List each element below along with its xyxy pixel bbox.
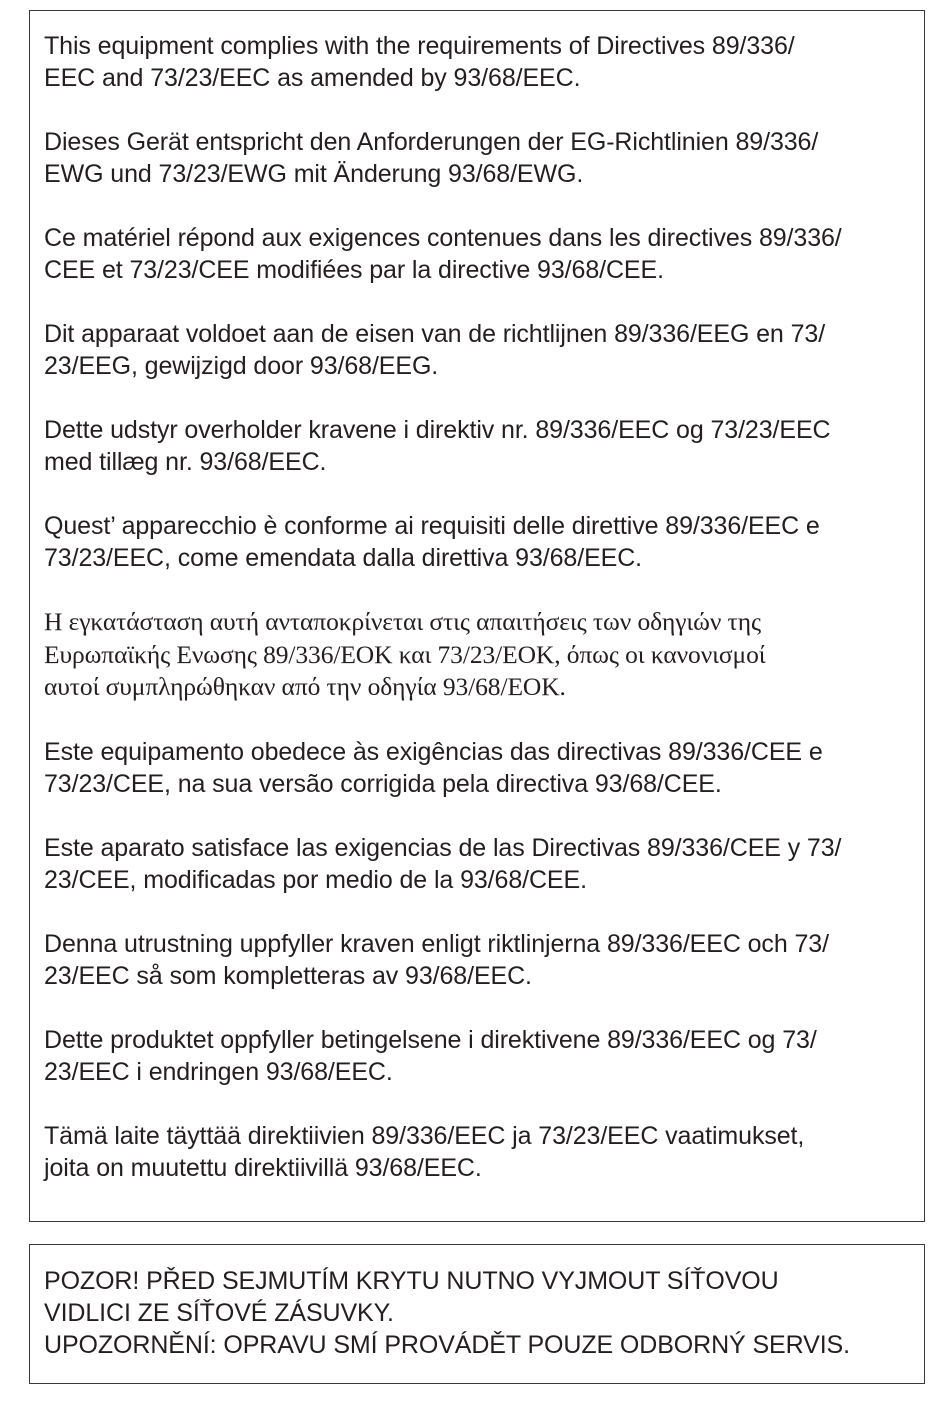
compliance-paragraph-fi	[44, 1120, 910, 1184]
paragraph-line: 73/23/CEE, na sua versão corrigida pela directiva 93/68/CEE.	[44, 769, 722, 798]
paragraph-line: Denna utrustning uppfyller kraven enligt riktlinjerna 89/336/EEC och 73/	[44, 929, 829, 958]
paragraph-line: med tillæg nr. 93/68/EEC.	[44, 448, 327, 476]
warning-line: UPOZORNĚNÍ: OPRAVU SMÍ PROVÁDĚT POUZE ODBORNÝ SERVIS.	[44, 1331, 850, 1359]
paragraph-line: Ευρωπαϊκής Ενωσης 89/336/ΕΟΚ και 73/23/ΕΟΚ, όπως οι κανονισμοί	[44, 639, 766, 669]
compliance-statement-box	[29, 10, 925, 1222]
paragraph-line: CEE et 73/23/CEE modifiées par la directive 93/68/CEE.	[44, 256, 664, 284]
compliance-paragraph-no	[44, 1024, 910, 1088]
paragraph-line: 73/23/EEC, come emendata dalla direttiva 93/68/EEC.	[44, 544, 643, 572]
paragraph-line: 23/CEE, modificadas por medio de la 93/68/CEE.	[44, 865, 587, 894]
paragraph-line: Este aparato satisface las exigencias de las Directivas 89/336/CEE y 73/	[44, 833, 842, 862]
paragraph-line: 23/EEG, gewijzigd door 93/68/EEG.	[44, 352, 439, 380]
compliance-paragraph-el	[44, 606, 910, 704]
compliance-paragraph-it	[44, 510, 910, 574]
paragraph-line: αυτοί συμπληρώθηκαν από την οδηγία 93/68/ΕΟΚ.	[44, 672, 566, 701]
warning-line: VIDLICI ZE SÍŤOVÉ ZÁSUVKY.	[44, 1299, 394, 1327]
compliance-paragraph-fr	[44, 222, 910, 286]
paragraph-line: EWG und 73/23/EWG mit Änderung 93/68/EWG.	[44, 160, 584, 188]
compliance-paragraph-sv	[44, 928, 910, 992]
paragraph-line: EEC and 73/23/EEC as amended by 93/68/EEC.	[44, 64, 581, 92]
compliance-paragraph-nl	[44, 318, 910, 382]
warning-line: POZOR! PŘED SEJMUTÍM KRYTU NUTNO VYJMOUT SÍŤOVOU	[44, 1267, 779, 1295]
paragraph-line: joita on muutettu direktiivillä 93/68/EEC.	[44, 1153, 482, 1182]
paragraph-line: Dette udstyr overholder kravene i direktiv nr. 89/336/EEC og 73/23/EEC	[44, 416, 831, 444]
paragraph-line: Dit apparaat voldoet aan de eisen van de richtlijnen 89/336/EEG en 73/	[44, 320, 826, 348]
paragraph-line: Ce matériel répond aux exigences contenues dans les directives 89/336/	[44, 224, 842, 252]
paragraph-line: 23/EEC i endringen 93/68/EEC.	[44, 1057, 393, 1086]
compliance-paragraph-de	[44, 126, 910, 190]
compliance-paragraph-da	[44, 414, 910, 478]
paragraph-line: Dieses Gerät entspricht den Anforderungen der EG-Richtlinien 89/336/	[44, 128, 819, 156]
compliance-paragraph-pt	[44, 736, 910, 800]
czech-warning-box	[29, 1244, 925, 1384]
paragraph-line: Η εγκατάσταση αυτή ανταποκρίνεται στις απαιτήσεις των οδηγιών της	[44, 607, 761, 636]
compliance-paragraph-en	[44, 30, 910, 94]
paragraph-line: This equipment complies with the requirements of Directives 89/336/	[44, 32, 795, 60]
paragraph-line: Este equipamento obedece às exigências das directivas 89/336/CEE e	[44, 737, 823, 766]
paragraph-line: Dette produktet oppfyller betingelsene i direktivene 89/336/EEC og 73/	[44, 1025, 817, 1054]
paragraph-line: Quest’ apparecchio è conforme ai requisiti delle direttive 89/336/EEC e	[44, 512, 820, 540]
compliance-paragraph-es	[44, 832, 910, 896]
paragraph-line: 23/EEC så som kompletteras av 93/68/EEC.	[44, 961, 532, 990]
paragraph-line: Tämä laite täyttää direktiivien 89/336/EEC ja 73/23/EEC vaatimukset,	[44, 1121, 805, 1150]
